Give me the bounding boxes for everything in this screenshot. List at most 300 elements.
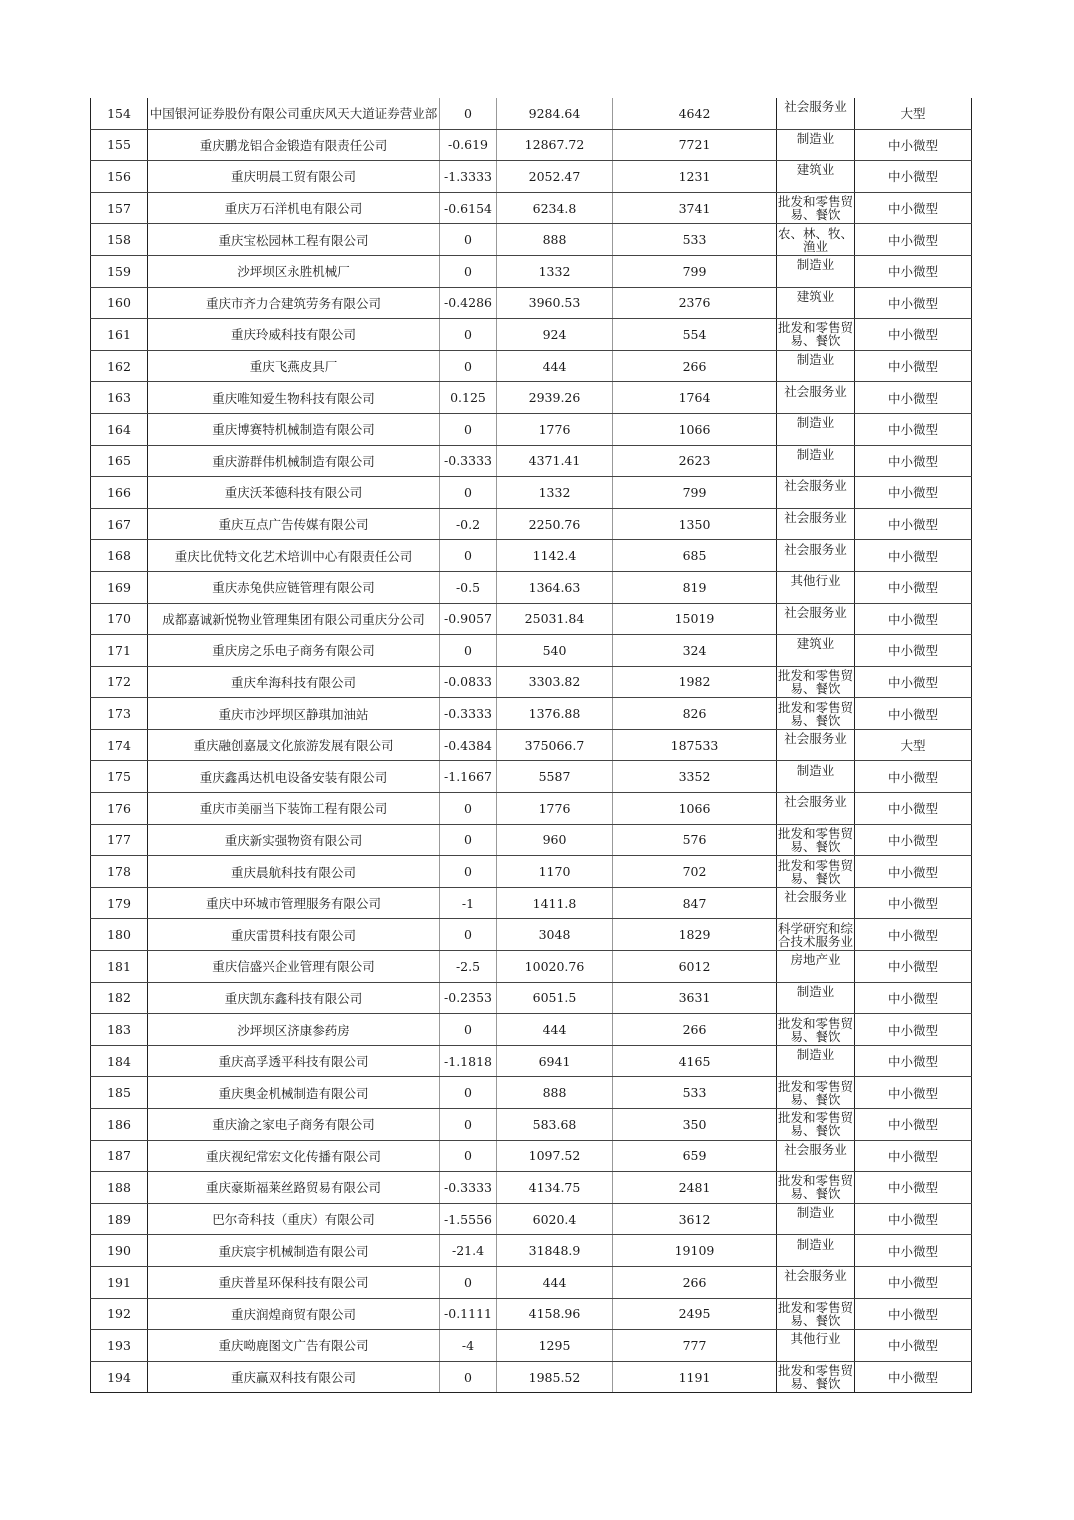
company-name-cell: 重庆万石洋机电有限公司 xyxy=(148,192,440,224)
value-a-cell: 3048 xyxy=(497,919,613,951)
change-rate-cell: 0 xyxy=(440,919,497,951)
company-name-cell: 重庆高孚透平科技有限公司 xyxy=(148,1045,440,1077)
change-rate-cell: 0 xyxy=(440,793,497,825)
value-b-cell: 350 xyxy=(613,1109,777,1141)
industry-text: 科学研究和综合技术服务业 xyxy=(777,921,853,948)
value-a-cell: 6020.4 xyxy=(497,1203,613,1235)
table-row xyxy=(91,477,972,509)
change-rate-cell: -0.2353 xyxy=(440,982,497,1014)
value-b-cell: 1066 xyxy=(613,413,777,445)
industry-text: 房地产业 xyxy=(790,953,841,968)
industry-text: 制造业 xyxy=(796,447,835,462)
value-a-cell: 375066.7 xyxy=(497,729,613,761)
change-rate-cell: -0.1111 xyxy=(440,1298,497,1330)
row-number-cell: 188 xyxy=(91,1172,148,1204)
enterprise-size-cell: 中小微型 xyxy=(855,603,972,635)
enterprise-size-cell: 中小微型 xyxy=(855,477,972,509)
industry-text: 制造业 xyxy=(796,1048,835,1063)
table-row xyxy=(91,540,972,572)
industry-text: 社会服务业 xyxy=(784,384,847,399)
value-b-cell: 1191 xyxy=(613,1361,777,1393)
enterprise-size-cell: 中小微型 xyxy=(855,382,972,414)
industry-cell xyxy=(777,1140,855,1172)
company-name-cell: 重庆呦鹿图文广告有限公司 xyxy=(148,1330,440,1362)
row-number-cell: 176 xyxy=(91,793,148,825)
industry-text: 批发和零售贸易、餐饮 xyxy=(777,1364,853,1391)
change-rate-cell: -0.4286 xyxy=(440,287,497,319)
industry-cell xyxy=(777,761,855,793)
row-number-cell: 183 xyxy=(91,1014,148,1046)
row-number-cell: 191 xyxy=(91,1266,148,1298)
industry-text: 建筑业 xyxy=(796,637,835,652)
table-row xyxy=(91,382,972,414)
table-row xyxy=(91,824,972,856)
value-a-cell: 444 xyxy=(497,1014,613,1046)
company-name-cell: 重庆普星环保科技有限公司 xyxy=(148,1266,440,1298)
row-number-cell: 167 xyxy=(91,508,148,540)
enterprise-table xyxy=(90,98,972,1393)
value-b-cell: 266 xyxy=(613,1014,777,1046)
enterprise-size-cell: 中小微型 xyxy=(855,1235,972,1267)
enterprise-size-cell: 大型 xyxy=(855,98,972,129)
company-name-cell: 重庆雷贯科技有限公司 xyxy=(148,919,440,951)
value-a-cell: 1376.88 xyxy=(497,698,613,730)
enterprise-size-cell: 中小微型 xyxy=(855,1140,972,1172)
value-b-cell: 324 xyxy=(613,635,777,667)
value-b-cell: 4165 xyxy=(613,1045,777,1077)
change-rate-cell: 0 xyxy=(440,540,497,572)
change-rate-cell: -0.5 xyxy=(440,571,497,603)
change-rate-cell: 0 xyxy=(440,1014,497,1046)
row-number-cell: 163 xyxy=(91,382,148,414)
company-name-cell: 重庆晨航科技有限公司 xyxy=(148,856,440,888)
table-row xyxy=(91,729,972,761)
company-name-cell: 重庆市齐力合建筑劳务有限公司 xyxy=(148,287,440,319)
change-rate-cell: -0.619 xyxy=(440,129,497,161)
change-rate-cell: -0.3333 xyxy=(440,1172,497,1204)
row-number-cell: 155 xyxy=(91,129,148,161)
industry-text: 批发和零售贸易、餐饮 xyxy=(777,1111,853,1138)
row-number-cell: 187 xyxy=(91,1140,148,1172)
change-rate-cell: 0 xyxy=(440,413,497,445)
value-a-cell: 2939.26 xyxy=(497,382,613,414)
value-b-cell: 1231 xyxy=(613,161,777,193)
table-row xyxy=(91,1045,972,1077)
industry-text: 社会服务业 xyxy=(784,795,847,810)
value-b-cell: 2495 xyxy=(613,1298,777,1330)
enterprise-size-cell: 中小微型 xyxy=(855,698,972,730)
industry-cell xyxy=(777,1045,855,1077)
enterprise-size-cell: 中小微型 xyxy=(855,1203,972,1235)
change-rate-cell: -2.5 xyxy=(440,951,497,983)
industry-cell xyxy=(777,161,855,193)
company-name-cell: 重庆沃苯德科技有限公司 xyxy=(148,477,440,509)
company-name-cell: 重庆奥金机械制造有限公司 xyxy=(148,1077,440,1109)
table-row xyxy=(91,1235,972,1267)
value-a-cell: 5587 xyxy=(497,761,613,793)
value-a-cell: 1776 xyxy=(497,413,613,445)
value-b-cell: 15019 xyxy=(613,603,777,635)
table-row xyxy=(91,635,972,667)
table-row xyxy=(91,413,972,445)
value-a-cell: 3303.82 xyxy=(497,666,613,698)
change-rate-cell: -0.0833 xyxy=(440,666,497,698)
value-a-cell: 1332 xyxy=(497,477,613,509)
value-a-cell: 1985.52 xyxy=(497,1361,613,1393)
value-b-cell: 2376 xyxy=(613,287,777,319)
industry-text: 社会服务业 xyxy=(784,479,847,494)
industry-cell xyxy=(777,413,855,445)
table-row xyxy=(91,98,972,129)
value-a-cell: 12867.72 xyxy=(497,129,613,161)
industry-text: 社会服务业 xyxy=(784,890,847,905)
value-b-cell: 3631 xyxy=(613,982,777,1014)
value-a-cell: 31848.9 xyxy=(497,1235,613,1267)
value-a-cell: 888 xyxy=(497,224,613,256)
table-row xyxy=(91,571,972,603)
change-rate-cell: 0 xyxy=(440,350,497,382)
industry-cell xyxy=(777,1330,855,1362)
enterprise-size-cell: 中小微型 xyxy=(855,255,972,287)
company-name-cell: 成都嘉诚新悦物业管理集团有限公司重庆分公司 xyxy=(148,603,440,635)
company-name-cell: 重庆牟海科技有限公司 xyxy=(148,666,440,698)
value-a-cell: 1776 xyxy=(497,793,613,825)
value-b-cell: 799 xyxy=(613,477,777,509)
change-rate-cell: 0.125 xyxy=(440,382,497,414)
enterprise-size-cell: 中小微型 xyxy=(855,413,972,445)
value-a-cell: 6234.8 xyxy=(497,192,613,224)
company-name-cell: 重庆房之乐电子商务有限公司 xyxy=(148,635,440,667)
row-number-cell: 170 xyxy=(91,603,148,635)
value-b-cell: 187533 xyxy=(613,729,777,761)
row-number-cell: 158 xyxy=(91,224,148,256)
value-b-cell: 1066 xyxy=(613,793,777,825)
industry-cell xyxy=(777,698,855,730)
value-b-cell: 7721 xyxy=(613,129,777,161)
value-a-cell: 4371.41 xyxy=(497,445,613,477)
table-row xyxy=(91,1361,972,1393)
enterprise-size-cell: 中小微型 xyxy=(855,982,972,1014)
industry-text: 社会服务业 xyxy=(784,732,847,747)
company-name-cell: 重庆信盛兴企业管理有限公司 xyxy=(148,951,440,983)
industry-text: 制造业 xyxy=(796,984,835,999)
value-a-cell: 960 xyxy=(497,824,613,856)
company-name-cell: 重庆游群伟机械制造有限公司 xyxy=(148,445,440,477)
enterprise-size-cell: 中小微型 xyxy=(855,192,972,224)
row-number-cell: 192 xyxy=(91,1298,148,1330)
row-number-cell: 193 xyxy=(91,1330,148,1362)
company-name-cell: 重庆视纪常宏文化传播有限公司 xyxy=(148,1140,440,1172)
value-a-cell: 3960.53 xyxy=(497,287,613,319)
industry-cell xyxy=(777,287,855,319)
row-number-cell: 166 xyxy=(91,477,148,509)
table-row xyxy=(91,698,972,730)
value-b-cell: 4642 xyxy=(613,98,777,129)
row-number-cell: 168 xyxy=(91,540,148,572)
row-number-cell: 159 xyxy=(91,255,148,287)
enterprise-size-cell: 中小微型 xyxy=(855,224,972,256)
industry-cell xyxy=(777,571,855,603)
value-b-cell: 3612 xyxy=(613,1203,777,1235)
change-rate-cell: -0.3333 xyxy=(440,698,497,730)
table-row xyxy=(91,887,972,919)
enterprise-size-cell: 中小微型 xyxy=(855,540,972,572)
company-name-cell: 重庆豪斯福莱丝路贸易有限公司 xyxy=(148,1172,440,1204)
industry-cell xyxy=(777,603,855,635)
industry-cell xyxy=(777,129,855,161)
industry-text: 批发和零售贸易、餐饮 xyxy=(777,700,853,727)
company-name-cell: 重庆凯东鑫科技有限公司 xyxy=(148,982,440,1014)
value-b-cell: 847 xyxy=(613,887,777,919)
value-a-cell: 1364.63 xyxy=(497,571,613,603)
enterprise-size-cell: 中小微型 xyxy=(855,1298,972,1330)
industry-cell xyxy=(777,729,855,761)
company-name-cell: 重庆新实强物资有限公司 xyxy=(148,824,440,856)
change-rate-cell: 0 xyxy=(440,1361,497,1393)
value-b-cell: 6012 xyxy=(613,951,777,983)
company-name-cell: 重庆玲威科技有限公司 xyxy=(148,319,440,351)
enterprise-size-cell: 中小微型 xyxy=(855,635,972,667)
industry-cell xyxy=(777,951,855,983)
industry-text: 制造业 xyxy=(796,1237,835,1252)
value-b-cell: 3741 xyxy=(613,192,777,224)
value-b-cell: 826 xyxy=(613,698,777,730)
value-b-cell: 685 xyxy=(613,540,777,572)
enterprise-size-cell: 中小微型 xyxy=(855,1077,972,1109)
industry-cell xyxy=(777,540,855,572)
row-number-cell: 165 xyxy=(91,445,148,477)
enterprise-size-cell: 中小微型 xyxy=(855,319,972,351)
enterprise-size-cell: 中小微型 xyxy=(855,1014,972,1046)
table-row xyxy=(91,129,972,161)
company-name-cell: 重庆渝之家电子商务有限公司 xyxy=(148,1109,440,1141)
change-rate-cell: 0 xyxy=(440,1077,497,1109)
company-name-cell: 重庆市美丽当下装饰工程有限公司 xyxy=(148,793,440,825)
value-b-cell: 2623 xyxy=(613,445,777,477)
value-b-cell: 819 xyxy=(613,571,777,603)
change-rate-cell: 0 xyxy=(440,1266,497,1298)
row-number-cell: 185 xyxy=(91,1077,148,1109)
row-number-cell: 173 xyxy=(91,698,148,730)
industry-text: 批发和零售贸易、餐饮 xyxy=(777,1079,853,1106)
industry-cell xyxy=(777,255,855,287)
value-a-cell: 444 xyxy=(497,1266,613,1298)
table-row xyxy=(91,856,972,888)
table-row xyxy=(91,1298,972,1330)
value-a-cell: 9284.64 xyxy=(497,98,613,129)
industry-cell xyxy=(777,919,855,951)
company-name-cell: 重庆宸宇机械制造有限公司 xyxy=(148,1235,440,1267)
value-b-cell: 1982 xyxy=(613,666,777,698)
company-name-cell: 重庆宝松园林工程有限公司 xyxy=(148,224,440,256)
industry-text: 社会服务业 xyxy=(784,1269,847,1284)
industry-text: 社会服务业 xyxy=(784,542,847,557)
industry-cell xyxy=(777,319,855,351)
row-number-cell: 175 xyxy=(91,761,148,793)
table-row xyxy=(91,919,972,951)
value-a-cell: 583.68 xyxy=(497,1109,613,1141)
industry-text: 批发和零售贸易、餐饮 xyxy=(777,1174,853,1201)
change-rate-cell: -1.3333 xyxy=(440,161,497,193)
change-rate-cell: -1 xyxy=(440,887,497,919)
industry-cell xyxy=(777,477,855,509)
change-rate-cell: -0.6154 xyxy=(440,192,497,224)
industry-cell xyxy=(777,1014,855,1046)
value-b-cell: 799 xyxy=(613,255,777,287)
change-rate-cell: 0 xyxy=(440,255,497,287)
value-a-cell: 1097.52 xyxy=(497,1140,613,1172)
company-name-cell: 重庆唯知爱生物科技有限公司 xyxy=(148,382,440,414)
industry-text: 农、林、牧、渔业 xyxy=(777,226,853,253)
industry-text: 建筑业 xyxy=(796,163,835,178)
industry-text: 制造业 xyxy=(796,763,835,778)
change-rate-cell: 0 xyxy=(440,98,497,129)
value-b-cell: 533 xyxy=(613,1077,777,1109)
table-row xyxy=(91,1266,972,1298)
change-rate-cell: -0.4384 xyxy=(440,729,497,761)
industry-cell xyxy=(777,224,855,256)
enterprise-size-cell: 中小微型 xyxy=(855,161,972,193)
value-a-cell: 924 xyxy=(497,319,613,351)
industry-text: 社会服务业 xyxy=(784,1142,847,1157)
company-name-cell: 重庆明晨工贸有限公司 xyxy=(148,161,440,193)
company-name-cell: 重庆飞燕皮具厂 xyxy=(148,350,440,382)
company-name-cell: 重庆赢双科技有限公司 xyxy=(148,1361,440,1393)
industry-cell xyxy=(777,350,855,382)
row-number-cell: 182 xyxy=(91,982,148,1014)
table-row xyxy=(91,1140,972,1172)
value-a-cell: 888 xyxy=(497,1077,613,1109)
industry-text: 批发和零售贸易、餐饮 xyxy=(777,668,853,695)
table-row xyxy=(91,793,972,825)
industry-cell xyxy=(777,1298,855,1330)
enterprise-size-cell: 中小微型 xyxy=(855,1172,972,1204)
table-row xyxy=(91,1172,972,1204)
industry-text: 制造业 xyxy=(796,1206,835,1221)
row-number-cell: 190 xyxy=(91,1235,148,1267)
row-number-cell: 157 xyxy=(91,192,148,224)
row-number-cell: 194 xyxy=(91,1361,148,1393)
row-number-cell: 179 xyxy=(91,887,148,919)
company-name-cell: 重庆比优特文化艺术培训中心有限责任公司 xyxy=(148,540,440,572)
value-b-cell: 702 xyxy=(613,856,777,888)
row-number-cell: 164 xyxy=(91,413,148,445)
value-a-cell: 2250.76 xyxy=(497,508,613,540)
company-name-cell: 重庆市沙坪坝区静琪加油站 xyxy=(148,698,440,730)
company-name-cell: 中国银河证券股份有限公司重庆风天大道证券营业部 xyxy=(148,98,440,129)
enterprise-size-cell: 中小微型 xyxy=(855,1330,972,1362)
company-name-cell: 重庆鑫禹达机电设备安装有限公司 xyxy=(148,761,440,793)
industry-cell xyxy=(777,382,855,414)
table-row xyxy=(91,161,972,193)
enterprise-size-cell: 中小微型 xyxy=(855,571,972,603)
change-rate-cell: -1.1818 xyxy=(440,1045,497,1077)
change-rate-cell: -0.2 xyxy=(440,508,497,540)
change-rate-cell: 0 xyxy=(440,1140,497,1172)
row-number-cell: 161 xyxy=(91,319,148,351)
change-rate-cell: -0.9057 xyxy=(440,603,497,635)
industry-cell xyxy=(777,508,855,540)
enterprise-size-cell: 中小微型 xyxy=(855,824,972,856)
enterprise-size-cell: 中小微型 xyxy=(855,1109,972,1141)
table-row xyxy=(91,1330,972,1362)
enterprise-size-cell: 中小微型 xyxy=(855,793,972,825)
table-row xyxy=(91,287,972,319)
table-row xyxy=(91,603,972,635)
company-name-cell: 重庆鹏龙铝合金锻造有限责任公司 xyxy=(148,129,440,161)
enterprise-size-cell: 中小微型 xyxy=(855,951,972,983)
change-rate-cell: 0 xyxy=(440,477,497,509)
industry-cell xyxy=(777,1172,855,1204)
change-rate-cell: -1.1667 xyxy=(440,761,497,793)
value-a-cell: 4134.75 xyxy=(497,1172,613,1204)
table-row xyxy=(91,1203,972,1235)
enterprise-size-cell: 大型 xyxy=(855,729,972,761)
row-number-cell: 180 xyxy=(91,919,148,951)
enterprise-size-cell: 中小微型 xyxy=(855,129,972,161)
enterprise-size-cell: 中小微型 xyxy=(855,350,972,382)
table-body xyxy=(91,98,972,1393)
value-a-cell: 1411.8 xyxy=(497,887,613,919)
change-rate-cell: -4 xyxy=(440,1330,497,1362)
value-a-cell: 1170 xyxy=(497,856,613,888)
enterprise-size-cell: 中小微型 xyxy=(855,287,972,319)
industry-cell xyxy=(777,98,855,129)
company-name-cell: 沙坪坝区济康参药房 xyxy=(148,1014,440,1046)
row-number-cell: 186 xyxy=(91,1109,148,1141)
value-b-cell: 1350 xyxy=(613,508,777,540)
table-row xyxy=(91,1014,972,1046)
industry-cell xyxy=(777,793,855,825)
value-a-cell: 444 xyxy=(497,350,613,382)
value-b-cell: 1764 xyxy=(613,382,777,414)
value-b-cell: 659 xyxy=(613,1140,777,1172)
company-name-cell: 重庆互点广告传媒有限公司 xyxy=(148,508,440,540)
value-a-cell: 6051.5 xyxy=(497,982,613,1014)
change-rate-cell: 0 xyxy=(440,824,497,856)
enterprise-size-cell: 中小微型 xyxy=(855,1361,972,1393)
table-row xyxy=(91,224,972,256)
value-b-cell: 3352 xyxy=(613,761,777,793)
row-number-cell: 184 xyxy=(91,1045,148,1077)
industry-cell xyxy=(777,635,855,667)
value-b-cell: 266 xyxy=(613,350,777,382)
change-rate-cell: -21.4 xyxy=(440,1235,497,1267)
industry-cell xyxy=(777,1235,855,1267)
industry-cell xyxy=(777,982,855,1014)
enterprise-size-cell: 中小微型 xyxy=(855,666,972,698)
industry-text: 建筑业 xyxy=(796,289,835,304)
change-rate-cell: -1.5556 xyxy=(440,1203,497,1235)
company-name-cell: 重庆润煌商贸有限公司 xyxy=(148,1298,440,1330)
industry-cell xyxy=(777,445,855,477)
table-row xyxy=(91,445,972,477)
table-row xyxy=(91,951,972,983)
industry-text: 制造业 xyxy=(796,258,835,273)
industry-text: 制造业 xyxy=(796,131,835,146)
industry-text: 制造业 xyxy=(796,353,835,368)
value-a-cell: 1295 xyxy=(497,1330,613,1362)
value-a-cell: 25031.84 xyxy=(497,603,613,635)
row-number-cell: 156 xyxy=(91,161,148,193)
company-name-cell: 重庆博赛特机械制造有限公司 xyxy=(148,413,440,445)
value-b-cell: 1829 xyxy=(613,919,777,951)
industry-text: 制造业 xyxy=(796,416,835,431)
value-a-cell: 4158.96 xyxy=(497,1298,613,1330)
industry-text: 社会服务业 xyxy=(784,100,847,115)
value-a-cell: 1142.4 xyxy=(497,540,613,572)
industry-cell xyxy=(777,666,855,698)
